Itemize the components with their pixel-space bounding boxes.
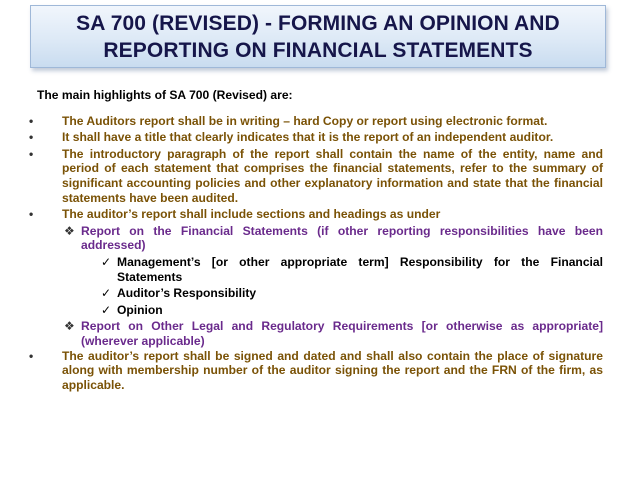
list-item-text: The Auditors report shall be in writing – hard Copy or report using electronic format.: [62, 113, 548, 128]
diamond-bullet-icon: ❖: [64, 223, 75, 238]
list-item-text: The auditor’s report shall be signed and dated and shall also contain the place of signature along with membership number of the auditor signing the report and the FRN of the firm, as applicable.: [62, 348, 603, 392]
check-item: [37, 286, 603, 301]
bullet-icon: •: [29, 130, 34, 145]
section-item: [37, 224, 603, 253]
list-item: [29, 130, 603, 145]
check-item-text: Management’s [or other appropriate term] Responsibility for the Financial Statements: [117, 254, 603, 284]
section-item: [37, 319, 603, 348]
check-item: [37, 255, 603, 284]
check-item-text: Opinion: [117, 302, 163, 317]
list-item: [29, 113, 603, 129]
list-item: [29, 348, 603, 393]
check-mark-icon: ✓: [101, 286, 112, 301]
title-box: [30, 5, 606, 68]
list-item-text: It shall have a title that clearly indicates that it is the report of an independent auditor.: [62, 130, 554, 145]
list-item: [29, 146, 603, 205]
section-item-text: Report on Other Legal and Regulatory Requirements [or otherwise as appropriate] (wherever applicable): [81, 319, 603, 348]
bullet-icon: •: [29, 348, 34, 363]
page-title-line-1: SA 700 (REVISED) - FORMING AN OPINION AND: [76, 11, 560, 35]
list-item: [29, 207, 603, 222]
check-mark-icon: ✓: [101, 254, 112, 269]
check-item-text: Auditor’s Responsibility: [117, 286, 257, 301]
list-item-text: The introductory paragraph of the report shall contain the name of the entity, name and period of each statement that comprises the financial statements, refer to the summary of significant accounting policies and other explanatory information and state that the financial statements have been audited.: [62, 146, 603, 205]
check-item: [37, 303, 603, 318]
page-title-line-2: REPORTING ON FINANCIAL STATEMENTS: [103, 38, 533, 62]
list-item-text: The auditor’s report shall include sections and headings as under: [62, 207, 441, 222]
section-item-text: Report on the Financial Statements (if other reporting responsibilities have been addressed): [81, 223, 603, 253]
intro-text: The main highlights of SA 700 (Revised) are:: [37, 88, 293, 102]
diamond-bullet-icon: ❖: [64, 319, 75, 334]
bullet-icon: •: [29, 113, 34, 128]
slide-content: [29, 88, 603, 392]
bullet-icon: •: [29, 146, 34, 161]
check-mark-icon: ✓: [101, 302, 112, 317]
bullet-icon: •: [29, 207, 34, 222]
